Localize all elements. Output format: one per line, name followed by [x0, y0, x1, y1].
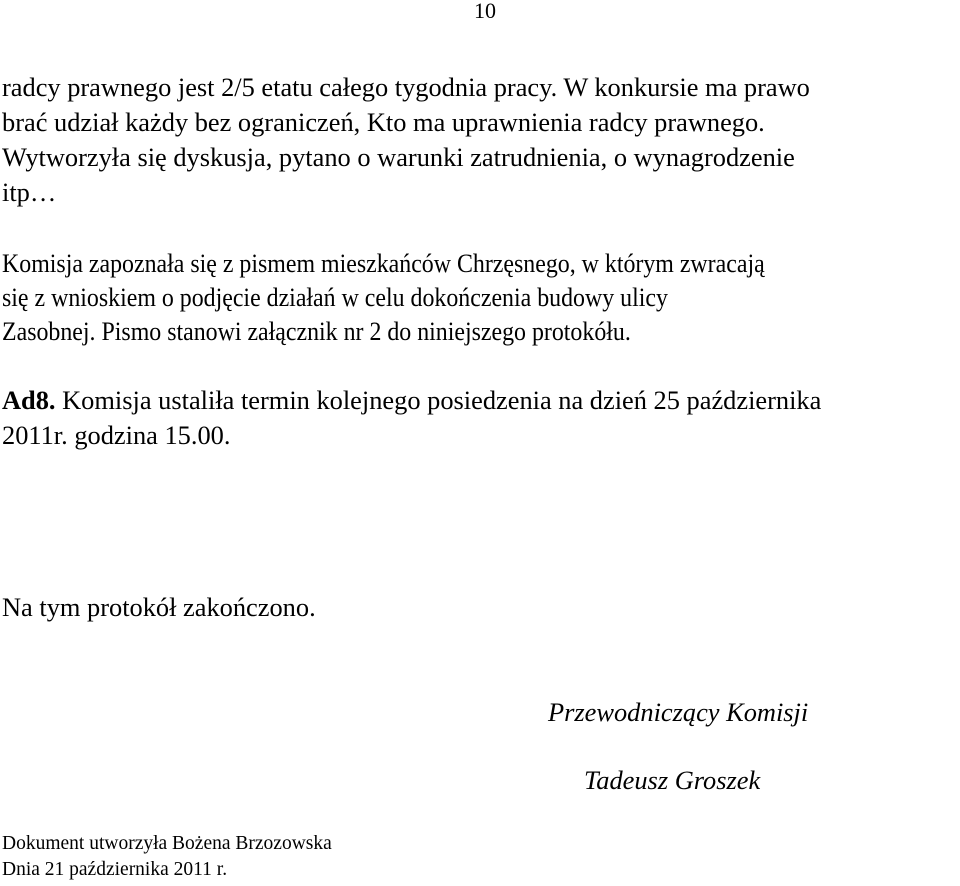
agenda-item-text: Komisja ustaliła termin kolejnego posiedzenia na dzień 25 października	[55, 385, 822, 415]
text-line: Komisja zapoznała się z pismem mieszkańców Chrzęsnego, w którym zwracają	[2, 248, 765, 278]
closing-statement: Na tym protokół zakończono.	[2, 592, 316, 622]
footer-author: Dokument utworzyła Bożena Brzozowska	[2, 833, 332, 854]
text-line: itp…	[2, 177, 57, 207]
page-number: 10	[474, 0, 496, 23]
text-line: radcy prawnego jest 2/5 etatu całego tygodnia pracy. W konkursie ma prawo	[2, 72, 810, 102]
agenda-item-label: Ad8.	[2, 385, 56, 415]
text-line: się z wnioskiem o podjęcie działań w celu dokończenia budowy ulicy	[2, 282, 668, 312]
signature-name: Tadeusz Groszek	[584, 765, 761, 795]
text-line: Wytworzyła się dyskusja, pytano o warunki zatrudnienia, o wynagrodzenie	[2, 142, 795, 172]
footer-date: Dnia 21 października 2011 r.	[2, 859, 228, 880]
text-line: Zasobnej. Pismo stanowi załącznik nr 2 do niniejszego protokółu.	[2, 316, 631, 346]
text-line: brać udział każdy bez ograniczeń, Kto ma uprawnienia radcy prawnego.	[2, 107, 765, 137]
text-line	[2, 385, 821, 415]
signature-title: Przewodniczący Komisji	[548, 697, 809, 727]
text-line: 2011r. godzina 15.00.	[2, 420, 231, 450]
